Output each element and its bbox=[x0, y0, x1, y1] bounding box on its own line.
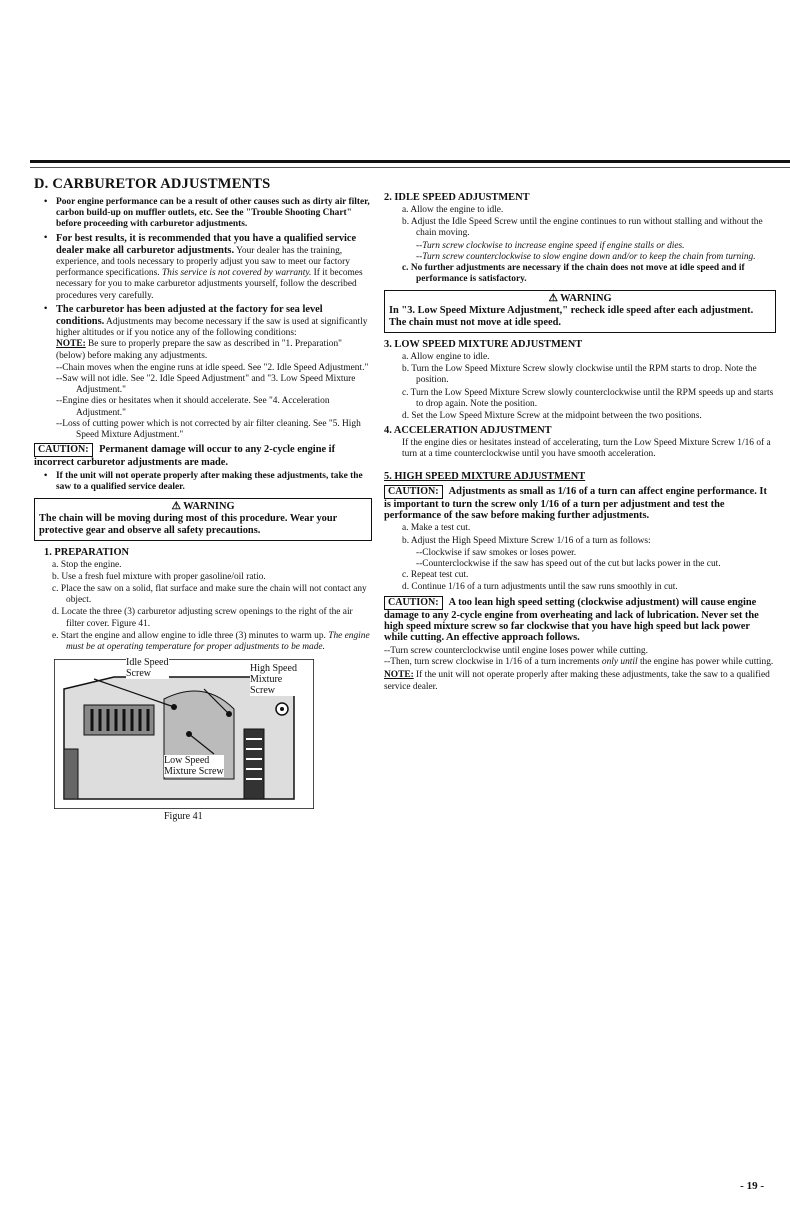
warning-text: In "3. Low Speed Mixture Adjustment," recheck idle speed after each adjustment. The chain must not move at idle speed. bbox=[389, 305, 754, 329]
warning-title: ⚠ WARNING bbox=[548, 293, 612, 305]
idle-step: a. Allow the engine to idle. bbox=[402, 205, 504, 215]
low-step: b. Turn the Low Speed Mixture Screw slowly clockwise until the RPM starts to drop. Note the position. bbox=[402, 364, 757, 386]
idle-dash-1: --Turn screw clockwise to increase engine speed if engine stalls or dies. bbox=[416, 240, 685, 251]
prep-step: c. Place the saw on a solid, flat surface and make sure the chain will not contact any object. bbox=[52, 584, 367, 606]
high-dash-1: --Clockwise if saw smokes or loses power. bbox=[416, 547, 577, 558]
high-step: a. Make a test cut. bbox=[402, 523, 471, 534]
idle-speed-heading: 2. IDLE SPEED ADJUSTMENT bbox=[384, 192, 530, 203]
idle-step: c. No further adjustments are necessary if the chain does not move at idle speed and if performance is satisfactory. bbox=[402, 263, 745, 285]
idle-dash-2: --Turn screw counterclockwise to slow engine down and/or to keep the chain from turning. bbox=[416, 251, 756, 262]
bullet-3: • The carburetor has been adjusted at the factory for sea level conditions. Adjustments may become necessary if the saw is used at significantly higher altitudes or if you notice any of the following conditions: NOTE: Be sure to properly prepare the saw as described in "1. Preparation" (below) before making any adjustments. --Chain moves when the engine runs at idle speed. See "2. Idle Speed Adjustment." --Saw will not idle. See "2. Idle Speed Adjustment" and "3. Low Speed Mixture Adjustment." --Engine dies or hesitates when it should accelerate. See "4. Acceleration Adjustment." --Loss of cutting power which is not corrected by air filter cleaning. See "5. High Speed Mixture Adjustment." bbox=[56, 304, 372, 441]
caution-3: CAUTION: A too lean high speed setting (clockwise adjustment) will cause engine damage to any 2-cycle engine from overheating and lack of lubrication. Never set the high speed mixture screw so far clockwise that you have high speed but lack power while cutting. An effective approach follows. bbox=[384, 596, 759, 644]
caution-2: CAUTION: Adjustments as small as 1/16 of a turn can affect engine performance. It is important to turn the screw only 1/16 of a turn per adjustment and test the performance of the saw before making further adjustments. bbox=[384, 485, 767, 522]
low-step: d. Set the Low Speed Mixture Screw at the midpoint between the two positions. bbox=[402, 411, 702, 422]
label-idle-speed-screw: Idle Speed bbox=[126, 657, 169, 669]
header-rule-thick bbox=[30, 160, 790, 163]
final-dash-list bbox=[384, 646, 776, 668]
prep-step: b. Use a fresh fuel mixture with proper gasoline/oil ratio. bbox=[52, 571, 266, 582]
acceleration-text: If the engine dies or hesitates instead of accelerating, turn the Low Speed Mixture Screw 1/16 of a turn at a time counterclockwise until you have smooth acceleration. bbox=[402, 438, 771, 460]
bullet-4: • If the unit will not operate properly after making these adjustments, take the saw to a qualified service dealer. bbox=[56, 471, 372, 493]
high-dash-2: --Counterclockwise if the saw has speed out of the cut but lacks power in the cut. bbox=[416, 559, 721, 570]
prep-step: a. Stop the engine. bbox=[52, 559, 122, 570]
bullet-1: • Poor engine performance can be a result of other causes such as dirty air filter, carbon build-up on muffler outlets, etc. See the "Trouble Shooting Chart" before proceeding with carburetor adjustments. bbox=[56, 197, 372, 231]
caution-1: CAUTION: Permanent damage will occur to any 2-cycle engine if incorrect carburetor adjustments are made. bbox=[34, 444, 336, 469]
warning-box-1 bbox=[34, 498, 372, 541]
preparation-steps bbox=[34, 560, 372, 654]
caution-badge: CAUTION: bbox=[384, 485, 443, 499]
idle-step: b. Adjust the Idle Speed Screw until the engine continues to run without stalling and without the chain moving. bbox=[402, 217, 763, 239]
condition-item: --Saw will not idle. See "2. Idle Speed Adjustment" and "3. Low Speed Mixture Adjustment." bbox=[56, 374, 356, 396]
conditions-list bbox=[56, 363, 372, 441]
figure-41: Idle Speed Screw High Speed Mixture Screw Low Speed Mixture Screw Figure 41 bbox=[54, 659, 314, 809]
figure-caption: Figure 41 bbox=[164, 811, 203, 823]
high-step: c. Repeat test cut. bbox=[402, 570, 469, 581]
right-column bbox=[384, 176, 776, 693]
low-speed-steps bbox=[384, 352, 776, 422]
acceleration-heading: 4. ACCELERATION ADJUSTMENT bbox=[384, 425, 552, 437]
note-2: NOTE: If the unit will not operate properly after making these adjustments, take the saw to a qualified service dealer. bbox=[384, 670, 770, 692]
bullet-2: • For best results, it is recommended that you have a qualified service dealer make all carburetor adjustments. Your dealer has the training, experience, and tools necessary to properly adjust you saw to meet our factory performance specifications. This service is not covered by warranty. If it becomes necessary for you to make carburetor adjustments yourself, follow the described procedures very carefully. bbox=[56, 233, 372, 302]
low-step: c. Turn the Low Speed Mixture Screw slowly counterclockwise until the RPM speeds up and starts to drop again. Note the position. bbox=[402, 387, 774, 409]
label-high-speed-mixture-screw: High Speed bbox=[250, 663, 297, 675]
prep-step: e. Start the engine and allow engine to idle three (3) minutes to warm up. The engine must be at operating temperature for proper adjustments to be made. bbox=[52, 630, 370, 653]
condition-item: --Loss of cutting power which is not corrected by air filter cleaning. See "5. High Speed Mixture Adjustment." bbox=[56, 418, 361, 441]
high-step: b. Adjust the High Speed Mixture Screw 1/16 of a turn as follows: bbox=[402, 535, 651, 546]
high-step: d. Continue 1/16 of a turn adjustments until the saw runs smoothly in cut. bbox=[402, 582, 678, 593]
caution-badge: CAUTION: bbox=[384, 596, 443, 610]
final-dash-1: --Turn screw counterclockwise until engine loses power while cutting. bbox=[384, 645, 648, 656]
section-title: D. CARBURETOR ADJUSTMENTS bbox=[34, 176, 271, 192]
preparation-heading: 1. PREPARATION bbox=[44, 546, 130, 558]
caution-badge: CAUTION: bbox=[34, 443, 93, 457]
left-column bbox=[34, 176, 372, 823]
warning-box-2 bbox=[384, 290, 776, 333]
condition-item: --Engine dies or hesitates when it should accelerate. See "4. Acceleration Adjustment." bbox=[56, 396, 330, 418]
warning-title: ⚠ WARNING bbox=[171, 501, 235, 513]
final-dash-2: --Then, turn screw clockwise in 1/16 of a turn increments only until the engine has power while cutting. bbox=[384, 657, 774, 668]
label-low-speed-mixture-screw: Low Speed bbox=[164, 755, 210, 767]
prep-step: d. Locate the three (3) carburetor adjusting screw openings to the right of the air filter cover. Figure 41. bbox=[52, 607, 353, 629]
note-1: NOTE: Be sure to properly prepare the saw as described in "1. Preparation" (below) before making any adjustments. bbox=[56, 339, 342, 361]
header-rule-thin bbox=[30, 167, 790, 168]
low-step: a. Allow engine to idle. bbox=[402, 352, 490, 363]
high-speed-steps bbox=[384, 523, 776, 546]
high-speed-heading: 5. HIGH SPEED MIXTURE ADJUSTMENT bbox=[384, 470, 586, 482]
warning-text: The chain will be moving during most of this procedure. Wear your protective gear and observe all safety precautions. bbox=[39, 513, 338, 536]
condition-item: --Chain moves when the engine runs at idle speed. See "2. Idle Speed Adjustment." bbox=[56, 362, 369, 373]
idle-speed-steps bbox=[384, 205, 776, 240]
low-speed-heading: 3. LOW SPEED MIXTURE ADJUSTMENT bbox=[384, 339, 583, 351]
page-number: - 19 - bbox=[740, 1180, 764, 1192]
intro-bullets bbox=[34, 197, 372, 441]
